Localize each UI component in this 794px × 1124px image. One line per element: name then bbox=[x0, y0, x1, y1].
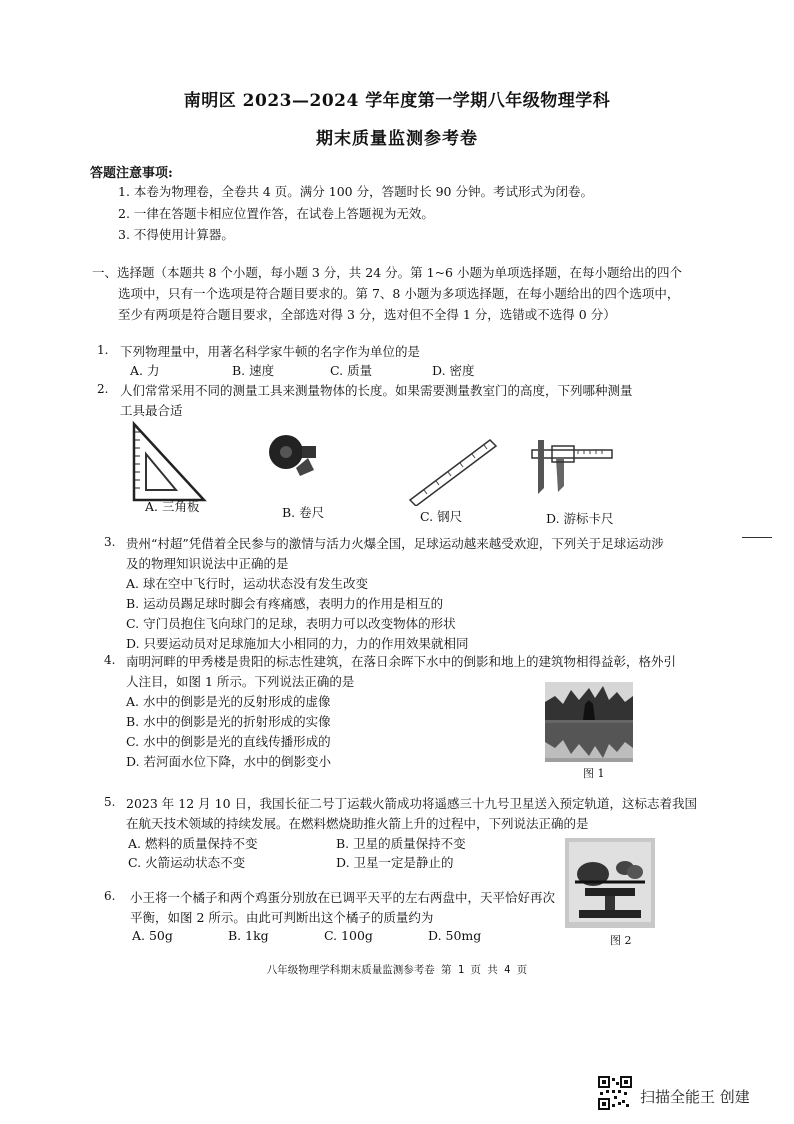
question-text: 及的物理知识说法中正确的是 bbox=[126, 556, 289, 571]
notes-heading: 答题注意事项: bbox=[90, 166, 173, 181]
option: B. 卫星的质量保持不变 bbox=[336, 836, 466, 851]
qr-code-icon bbox=[598, 1076, 632, 1110]
option: D. 密度 bbox=[432, 363, 475, 378]
steel-ruler-figure bbox=[404, 432, 500, 506]
option: A. 水中的倒影是光的反射形成的虚像 bbox=[126, 694, 331, 709]
page-footer: 八年级物理学科期末质量监测参考卷 第 1 页 共 4 页 bbox=[266, 964, 528, 976]
option: B. 水中的倒影是光的折射形成的实像 bbox=[126, 714, 331, 729]
question-text: 小王将一个橘子和两个鸡蛋分别放在已调平天平的左右两盘中，天平恰好再次 bbox=[130, 890, 556, 905]
option: C. 质量 bbox=[330, 363, 373, 378]
section-instructions: 至少有两项是符合题目要求，全部选对得 3 分，选对但不全得 1 分，选错或不选得 0 分） bbox=[118, 307, 616, 322]
note-item: 3. 不得使用计算器。 bbox=[118, 227, 234, 242]
question-text: 在航天技术领域的持续发展。在燃料燃烧助推火箭上升的过程中，下列说法正确的是 bbox=[126, 816, 589, 831]
question-text: 下列物理量中，用著名科学家牛顿的名字作为单位的是 bbox=[120, 344, 421, 359]
option: A. 燃料的质量保持不变 bbox=[128, 836, 258, 851]
option: A. 三角板 bbox=[145, 499, 200, 514]
exam-title: 南明区 2023—2024 学年度第一学期八年级物理学科 bbox=[183, 91, 611, 111]
question-number: 3. bbox=[104, 535, 116, 549]
question-number: 5. bbox=[104, 795, 116, 809]
option: B. 卷尺 bbox=[282, 505, 325, 520]
option: D. 卫星一定是静止的 bbox=[336, 855, 454, 870]
note-item: 2. 一律在答题卡相应位置作答，在试卷上答题视为无效。 bbox=[118, 206, 434, 221]
figure-caption: 图 1 bbox=[583, 767, 605, 780]
exam-subtitle: 期末质量监测参考卷 bbox=[316, 129, 478, 149]
question-text: 贵州“村超”凭借着全民参与的激情与活力火爆全国，足球运动越来越受欢迎，下列关于足球运动涉 bbox=[126, 536, 664, 551]
option: C. 钢尺 bbox=[420, 509, 463, 524]
option: D. 游标卡尺 bbox=[546, 511, 614, 526]
question-text: 2023 年 12 月 10 日，我国长征二号丁运载火箭成功将遥感三十九号卫星送入预定轨道，这标志着我国 bbox=[126, 796, 697, 811]
section-instructions: 一、选择题（本题共 8 个小题，每小题 3 分，共 24 分。第 1~6 小题为单项选择题，在每小题给出的四个 bbox=[92, 265, 682, 280]
option: D. 50mg bbox=[428, 928, 482, 943]
option: C. 水中的倒影是光的直线传播形成的 bbox=[126, 734, 331, 749]
option: B. 1kg bbox=[228, 928, 269, 943]
question-text: 平衡，如图 2 所示。由此可判断出这个橘子的质量约为 bbox=[130, 910, 434, 925]
option: B. 速度 bbox=[232, 363, 275, 378]
note-item: 1. 本卷为物理卷，全卷共 4 页。满分 100 分，答题时长 90 分钟。考试形式为闭卷。 bbox=[118, 184, 593, 199]
margin-mark bbox=[742, 537, 772, 538]
question-number: 6. bbox=[104, 889, 116, 903]
option: A. 50g bbox=[132, 928, 173, 943]
question-number: 1. bbox=[97, 343, 109, 357]
triangle-ruler-figure bbox=[126, 420, 210, 506]
option: C. 火箭运动状态不变 bbox=[128, 855, 246, 870]
option: B. 运动员踢足球时脚会有疼痛感，表明力的作用是相互的 bbox=[126, 596, 444, 611]
vernier-caliper-figure bbox=[528, 436, 616, 498]
option: C. 守门员抱住飞向球门的足球，表明力可以改变物体的形状 bbox=[126, 616, 456, 631]
question-text: 南明河畔的甲秀楼是贵阳的标志性建筑，在落日余晖下水中的倒影和地上的建筑物相得益彰，格外引 bbox=[126, 654, 677, 669]
question-number: 4. bbox=[104, 653, 116, 667]
option: A. 球在空中飞行时，运动状态没有发生改变 bbox=[126, 576, 368, 591]
option: D. 若河面水位下降，水中的倒影变小 bbox=[126, 754, 332, 769]
option: C. 100g bbox=[324, 928, 373, 943]
balance-scale-photo bbox=[565, 838, 655, 928]
figure-caption: 图 2 bbox=[610, 934, 632, 947]
question-text: 人们常常采用不同的测量工具来测量物体的长度。如果需要测量教室门的高度，下列哪种测量 bbox=[120, 383, 633, 398]
option: A. 力 bbox=[130, 363, 160, 378]
question-number: 2. bbox=[97, 382, 109, 396]
question-text: 工具最合适 bbox=[120, 403, 183, 418]
option: D. 只要运动员对足球施加大小相同的力，力的作用效果就相同 bbox=[126, 636, 469, 651]
tape-measure-figure bbox=[262, 428, 334, 482]
scanner-watermark: 扫描全能王 创建 bbox=[640, 1088, 750, 1106]
pavilion-reflection-photo bbox=[545, 682, 633, 762]
section-instructions: 选项中，只有一个选项是符合题目要求的。第 7、8 小题为多项选择题，在每小题给出的四个选项中， bbox=[118, 286, 680, 301]
question-text: 人注目，如图 1 所示。下列说法正确的是 bbox=[126, 674, 355, 689]
